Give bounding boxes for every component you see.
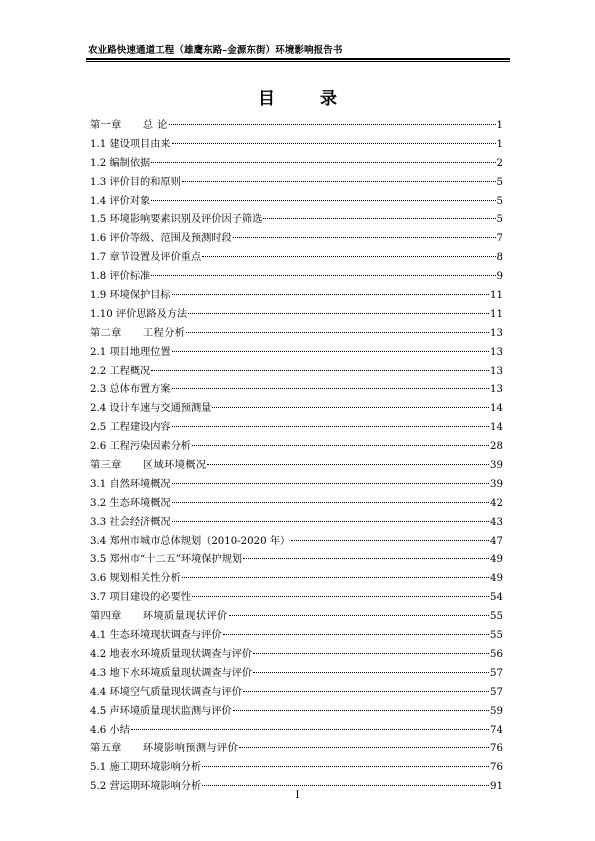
toc-section-entry[interactable] (90, 267, 503, 286)
toc-entry-page: 57 (490, 686, 503, 698)
toc-entry-label: 1.5 环境影响要素识别及评价因子筛选 (90, 214, 263, 226)
toc-dot-leader (212, 407, 489, 408)
toc-entry-label: 1.9 环境保护目标 (90, 290, 171, 302)
toc-dot-leader (172, 521, 489, 522)
toc-entry-page: 28 (490, 441, 503, 453)
toc-chapter-entry[interactable] (90, 739, 503, 758)
toc-dot-leader (172, 483, 489, 484)
toc-dot-leader (172, 351, 489, 352)
toc-entry-page: 11 (490, 308, 503, 320)
toc-entry-label: 1.2 编制依据 (90, 157, 151, 169)
toc-section-entry[interactable] (90, 362, 503, 381)
toc-dot-leader (263, 218, 495, 219)
toc-chapter-entry[interactable] (90, 456, 503, 475)
toc-entry-page: 39 (490, 478, 503, 490)
toc-entry-label: 4.4 环境空气质量现状调查与评价 (90, 686, 242, 698)
toc-entry-label: 3.1 自然环境概况 (90, 478, 171, 490)
toc-dot-leader (233, 710, 489, 711)
toc-section-entry[interactable] (90, 135, 503, 154)
toc-entry-label: 2.4 设计车速与交通预测量 (90, 403, 212, 415)
toc-entry-label: 第五章 环境影响预测与评价 (90, 743, 239, 755)
toc-entry-page: 56 (490, 648, 503, 660)
toc-dot-leader (172, 143, 496, 144)
toc-section-entry[interactable] (90, 702, 503, 721)
toc-dot-leader (172, 388, 489, 389)
toc-entry-label: 3.4 郑州市城市总体规划（2010-2020 年） (90, 535, 291, 547)
toc-dot-leader (192, 596, 489, 597)
toc-entry-page: 43 (490, 516, 503, 528)
toc-dot-leader (172, 502, 489, 503)
toc-entry-label: 2.3 总体布置方案 (90, 384, 171, 396)
toc-section-entry[interactable] (90, 173, 503, 192)
toc-dot-leader (151, 200, 495, 201)
toc-entry-page: 8 (496, 252, 503, 264)
toc-dot-leader (151, 162, 495, 163)
toc-entry-page: 39 (490, 460, 503, 472)
toc-entry-label: 1.6 评价等级、范围及预测时段 (90, 233, 232, 245)
toc-entry-page: 13 (490, 327, 503, 339)
toc-entry-page: 14 (490, 422, 503, 434)
toc-entry-label: 第三章 区域环境概况 (90, 460, 207, 472)
header-rule (86, 58, 510, 60)
toc-entry-page: 2 (496, 157, 503, 169)
toc-entry-label: 第一章 总 论 (90, 120, 168, 131)
toc-dot-leader (202, 785, 489, 786)
toc-section-entry[interactable] (90, 645, 503, 664)
toc-section-entry[interactable] (90, 569, 503, 588)
toc-entry-label: 5.2 营运期环境影响分析 (90, 781, 202, 793)
toc-entry-label: 第四章 环境质量现状评价 (90, 611, 228, 623)
toc-entry-label: 2.2 工程概况 (90, 365, 151, 377)
toc-entry-label: 4.1 生态环境现状调查与评价 (90, 630, 222, 642)
toc-entry-label: 4.3 地下水环境质量现状调查与评价 (90, 667, 253, 679)
toc-dot-leader (253, 672, 489, 673)
toc-dot-leader (239, 747, 489, 748)
toc-entry-label: 1.7 章节设置及评价重点 (90, 252, 202, 264)
toc-dot-leader (233, 237, 496, 238)
toc-entry-label: 4.5 声环境质量现状监测与评价 (90, 705, 232, 717)
toc-entry-page: 1 (496, 138, 503, 150)
toc-dot-leader (243, 691, 489, 692)
toc-entry-label: 1.1 建设项目由来 (90, 138, 171, 150)
toc-entry-label: 3.6 规划相关性分析 (90, 573, 181, 585)
toc-section-entry[interactable] (90, 229, 503, 248)
toc-section-entry[interactable] (90, 588, 503, 607)
toc-section-entry[interactable] (90, 210, 503, 229)
toc-dot-leader (202, 766, 489, 767)
toc-entry-label: 1.4 评价对象 (90, 195, 151, 207)
toc-dot-leader (243, 558, 489, 559)
toc-dot-leader (151, 370, 489, 371)
toc-dot-leader (182, 577, 489, 578)
toc-entry-label: 第二章 工程分析 (90, 327, 186, 339)
toc-entry-label: 1.8 评价标准 (90, 271, 151, 283)
toc-section-entry[interactable] (90, 683, 503, 702)
toc-dot-leader (186, 332, 489, 333)
toc-entry-page: 76 (490, 762, 503, 774)
toc-entry-page: 5 (496, 176, 503, 188)
toc-entry-label: 4.6 小结 (90, 724, 130, 736)
toc-entry-page: 55 (490, 630, 503, 642)
toc-section-entry[interactable] (90, 343, 503, 362)
toc-entry-label: 5.1 施工期环境影响分析 (90, 762, 202, 774)
toc-dot-leader (151, 275, 495, 276)
toc-entry-page: 55 (490, 611, 503, 623)
toc-entry-page: 5 (496, 214, 503, 226)
toc-dot-leader (192, 445, 489, 446)
toc-entry-label: 3.2 生态环境概况 (90, 497, 171, 509)
toc-entry-page: 42 (490, 497, 503, 509)
toc-entry-page: 5 (496, 195, 503, 207)
running-header: 农业路快速通道工程（雄鹰东路–金源东街）环境影响报告书 (88, 45, 343, 56)
toc-entry-page: 76 (490, 743, 503, 755)
toc-entry-page: 11 (490, 290, 503, 302)
toc-entry-page: 7 (496, 233, 503, 245)
toc-section-entry[interactable] (90, 664, 503, 683)
toc-entry-label: 4.2 地表水环境质量现状调查与评价 (90, 648, 253, 660)
toc-entry-page: 54 (490, 592, 503, 604)
toc-section-entry[interactable] (90, 380, 503, 399)
toc-entry-page: 59 (490, 705, 503, 717)
toc-entry-page: 49 (490, 573, 503, 585)
toc-section-entry[interactable] (90, 418, 503, 437)
toc-title: 目 录 (258, 89, 351, 109)
toc-section-entry[interactable] (90, 475, 503, 494)
toc-dot-leader (223, 634, 490, 635)
toc-entry-page: 74 (490, 724, 503, 736)
toc-entry-label: 3.7 项目建设的必要性 (90, 592, 191, 604)
page-number: I (295, 790, 300, 801)
toc-section-entry[interactable] (90, 192, 503, 211)
toc-section-entry[interactable] (90, 626, 503, 645)
toc-dot-leader (253, 653, 489, 654)
toc-section-entry[interactable] (90, 550, 503, 569)
toc-entry-label: 2.1 项目地理位置 (90, 346, 171, 358)
toc-section-entry[interactable] (90, 758, 503, 777)
toc-section-entry[interactable] (90, 532, 503, 551)
toc-section-entry[interactable] (90, 286, 503, 305)
toc-dot-leader (202, 256, 495, 257)
toc-section-entry[interactable] (90, 154, 503, 173)
toc-entry-page: 47 (490, 535, 503, 547)
toc-dot-leader (172, 294, 489, 295)
toc-section-entry[interactable] (90, 437, 503, 456)
toc-dot-leader (291, 540, 489, 541)
header-rule-thin (86, 61, 510, 62)
toc-section-entry[interactable] (90, 399, 503, 418)
toc-dot-leader (188, 313, 489, 314)
toc-dot-leader (229, 615, 489, 616)
toc-entry-page: 49 (490, 554, 503, 566)
toc-entry-label: 3.3 社会经济概况 (90, 516, 171, 528)
toc-entry-page: 1 (496, 120, 503, 131)
toc-chapter-entry[interactable] (90, 607, 503, 626)
toc-entry-page: 57 (490, 667, 503, 679)
toc-dot-leader (182, 181, 496, 182)
toc-dot-leader (169, 124, 496, 125)
toc-entry-page: 13 (490, 365, 503, 377)
toc-dot-leader (131, 729, 489, 730)
toc-entry-page: 91 (490, 781, 503, 793)
toc-entry-page: 9 (496, 271, 503, 283)
toc-entry-page: 14 (490, 403, 503, 415)
toc-chapter-entry[interactable] (90, 116, 503, 135)
toc-entry-label: 3.5 郑州市“十二五”环境保护规划 (90, 554, 243, 566)
toc-entry-page: 13 (490, 384, 503, 396)
toc-entry-label: 1.3 评价目的和原则 (90, 176, 181, 188)
toc-entry-label: 2.5 工程建设内容 (90, 422, 171, 434)
table-of-contents (90, 116, 503, 796)
toc-dot-leader (172, 426, 489, 427)
toc-entry-page: 13 (490, 346, 503, 358)
toc-section-entry[interactable] (90, 513, 503, 532)
toc-chapter-entry[interactable] (90, 324, 503, 343)
toc-section-entry[interactable] (90, 248, 503, 267)
toc-dot-leader (207, 464, 489, 465)
toc-entry-label: 2.6 工程污染因素分析 (90, 441, 191, 453)
toc-section-entry[interactable] (90, 494, 503, 513)
toc-section-entry[interactable] (90, 721, 503, 740)
toc-section-entry[interactable] (90, 305, 503, 324)
toc-entry-label: 1.10 评价思路及方法 (90, 308, 188, 320)
